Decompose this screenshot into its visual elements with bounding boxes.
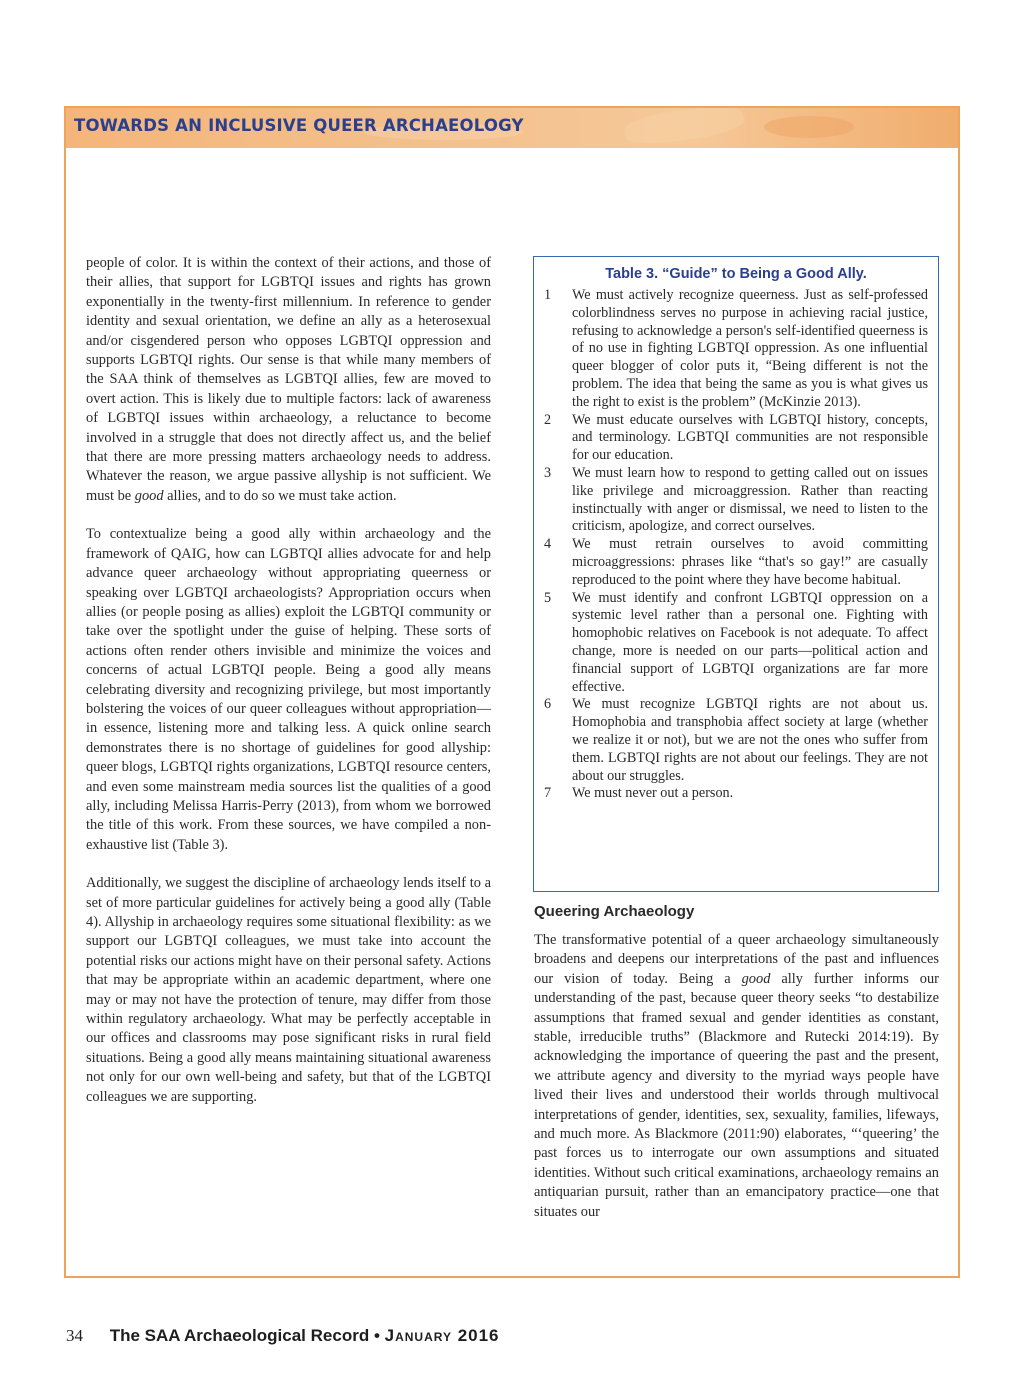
emphasis: good [741,970,771,987]
table-title: Table 3. “Guide” to Being a Good Ally. [605,266,867,282]
row-text: We must recognize LGBTQI rights are not about us. Homophobia and transphobia affect society at large (whether we realize it or not), but we are not the ones who suffer from them. LGBTQI rights are not about our feelings. They are not about our struggles. [572,696,928,784]
row-text: We must identify and confront LGBTQI oppression on a systemic level rather than a personal one. Fighting with homophobic relatives on Facebook is not adequate. To affect change, more is needed on our parts—political action and financial support of LGBTQI organizations are far more effective. [572,589,928,695]
table-rows [544,287,928,803]
row-number: 1 [544,287,552,303]
row-number: 2 [544,411,552,428]
page-number: 34 [66,1326,83,1345]
issue-date: January 2016 [384,1326,500,1345]
row-text: We must retrain ourselves to avoid committing microaggressions: phrases like “that's so gay!” are casually reproduced to the point where they have become habitual. [572,536,928,588]
row-number: 5 [544,589,552,606]
table-row [544,287,928,412]
table-row [544,412,928,465]
right-column [534,931,939,1222]
table-row [544,536,928,589]
table-3-box [533,256,939,892]
row-number: 4 [544,536,552,553]
paragraph-text: people of color. It is within the context of their actions, and those of their allies, that support for LGBTQI issues and rights has grown exponentially in the twenty-first millennium. In reference to gender identity and sexual orientation, we define an ally as a heterosexual and/or cisgendered person who opposes LGBTQI oppression and supports LGBTQI rights. Our sense is that while many members of the SAA think of themselves as LGBTQI allies, few are moved to overt action. This is likely due to multiple factors: lack of awareness of LGBTQI issues within archaeology, a reluctance to become involved in a struggle that does not directly affect us, and the belief that there are more pressing matters archaeology needs to address. Whatever the reason, we argue passive allyship is not sufficient. We must be [86,255,491,504]
row-number: 3 [544,464,552,481]
row-text: We must never out a person. [572,785,734,802]
row-text: We must learn how to respond to getting called out on issues like privilege and microaggression. Rather than reacting instinctually with anger or dismissal, we need to listen to the criticism, apologize, and correct ourselves. [572,464,928,535]
running-title: TOWARDS AN INCLUSIVE QUEER ARCHAEOLOGY [74,116,524,135]
paragraph [534,931,939,1222]
paragraph: Additionally, we suggest the discipline of archaeology lends itself to a set of more particular guidelines for actively being a good ally (Table 4). Allyship in archaeology requires some situational flexibility: as we support our LGBTQI colleagues, we must take into account the potential risks our actions might have on their personal safety. Actions that may be appropriate within an academic department, where one may or may not have the protection of tenure, may differ from those within regulatory archaeology. What may be perfectly acceptable in our offices and classrooms may pose significant risks in rural field situations. Being a good ally means maintaining situational awareness not only for our own well-being and safety, but that of the LGBTQI colleagues we are supporting. [86,875,491,1105]
section-heading: Queering Archaeology [534,903,695,920]
paragraph: To contextualize being a good ally within archaeology and the framework of QAIG, how can LGBTQI allies advocate for and help advance queer archaeology without appropriating queerness or speaking over LGBTQI archaeologists? Appropriation occurs when allies (or people posing as allies) exploit the LGBTQI community or take over the spotlight under the guise of helping. These sorts of actions often render others invisible and minimize the voices and concerns of actual LGBTQI people. Being a good ally means celebrating diversity and recognizing privilege, but most importantly bolstering the voices of our queer colleagues without appropriation—in essence, listening more and talking less. A quick online search demonstrates there is no shortage of guidelines for good allyship: queer blogs, LGBTQI rights organizations, LGBTQI resource centers, and even some mainstream media sources list the qualities of a good ally, including Melissa Harris-Perry (2013), from whom we borrowed the title of this work. From these sources, we have compiled a non-exhaustive list (Table 3). [86,526,491,853]
paragraph [86,254,491,506]
left-column [86,254,491,1126]
page-footer [66,1326,500,1346]
row-number: 7 [544,785,552,802]
table-row [544,696,928,785]
row-number: 6 [544,696,552,713]
publication-name: The SAA Archaeological Record [109,1326,370,1345]
separator-bullet: • [373,1326,380,1345]
row-text: We must actively recognize queerness. Just as self-professed colorblindness serves no purpose in achieving racial justice, refusing to acknowledge a person's self-identified queerness is of no use in fighting LGBTQI oppression. As one influential queer blogger of color puts it, “Being different is not the problem. The idea that being the same as you is what gives us the right to exist is the problem” (McKinzie 2013). [572,287,928,410]
table-row [544,590,928,697]
paragraph-text: The transformative potential of a queer archaeology simultaneously broadens and deepens our interpretations of the past and influences our vision of today. Being a [534,932,939,987]
paragraph-text: allies, and to do so we must take action. [167,487,397,504]
paragraph-text: ally further informs our understanding of the past, because queer theory seeks “to destabilize assumptions that framed sexual and gender identities as constant, stable, irreducible truths” (Blackmore and Rutecki 2014:19). By acknowledging the importance of queering the past and the present, we attribute agency and diversity to the myriad ways people have lived their lives and understood their worlds through multivocal interpretations of gender, identities, sex, sexuality, families, lifeways, and much more. As Blackmore (2011:90) elaborates, “‘queering’ the past forces us to interrogate our own assumptions and situated identities. Without such critical examinations, archaeology remains an antiquarian pursuit, rather than an emancipatory practice—one that situates our [534,970,939,1220]
emphasis: good [134,487,164,504]
table-row [544,785,928,803]
table-row [544,465,928,536]
row-text: We must educate ourselves with LGBTQI history, concepts, and terminology. LGBTQI communities are not responsible for our education. [572,411,928,464]
